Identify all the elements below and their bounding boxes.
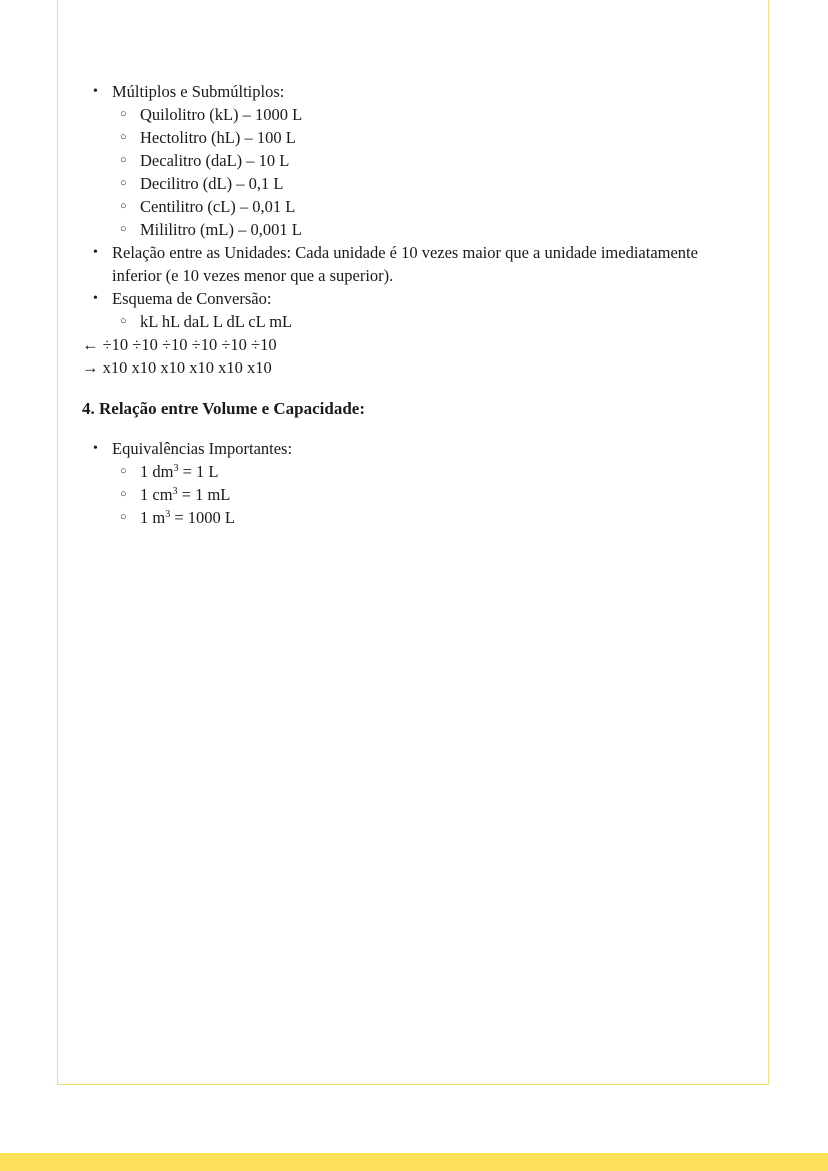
circle-bullet-icon: ○ [120,315,127,327]
equivalence-value: = 1 mL [177,485,231,504]
multiply-arrow-line: → x10 x10 x10 x10 x10 x10 [82,358,272,377]
list-item-label: Esquema de Conversão: [112,289,272,308]
exponent: 3 [173,463,179,474]
bullet-icon: • [93,84,98,99]
circle-bullet-icon: ○ [120,154,127,166]
sublist-item [112,218,742,241]
bullet-icon: • [93,291,98,306]
sublist-item [112,149,742,172]
exponent: 3 [165,509,171,520]
list-item-equivalences [82,437,742,529]
circle-bullet-icon: ○ [120,223,127,235]
equivalence-text: 1 cm [140,485,173,504]
list-item-relation [82,241,742,287]
sublist-item [112,172,742,195]
equivalence-value: = 1 L [178,462,219,481]
circle-bullet-icon: ○ [120,465,127,477]
sublist-item-text: Quilolitro (kL) – 1000 L [140,105,303,124]
sublist-item-text: Decalitro (daL) – 10 L [140,151,290,170]
circle-bullet-icon: ○ [120,177,127,189]
equivalences-sublist [112,460,742,529]
conversion-sublist [112,310,742,333]
sublist-item-text: Mililitro (mL) – 0,001 L [140,220,302,239]
list-item-multiples [82,80,742,241]
list-item-label: Relação entre as Unidades: Cada unidade é 10 vezes maior que a unidade imediatamente inferior (e 10 vezes menor que a superior). [112,243,698,285]
sublist-item-text: Hectolitro (hL) – 100 L [140,128,296,147]
circle-bullet-icon: ○ [120,511,127,523]
multiples-sublist [112,103,742,241]
section-heading: 4. Relação entre Volume e Capacidade: [82,399,365,418]
circle-bullet-icon: ○ [120,108,127,120]
equivalence-value: = 1000 L [170,508,235,527]
equivalence-text: 1 dm [140,462,174,481]
equivalences-list [82,437,742,529]
sublist-item [112,506,742,529]
units-list [82,80,742,333]
bullet-icon: • [93,245,98,260]
list-item-conversion-scheme [82,287,742,333]
divide-arrow-line: ← ÷10 ÷10 ÷10 ÷10 ÷10 ÷10 [82,335,277,354]
sublist-item [112,195,742,218]
bullet-icon: • [93,441,98,456]
sublist-item [112,460,742,483]
sublist-item-text: Decilitro (dL) – 0,1 L [140,174,284,193]
sublist-item [112,483,742,506]
list-item-label: Equivalências Importantes: [112,439,293,458]
sublist-item-text: Centilitro (cL) – 0,01 L [140,197,296,216]
exponent: 3 [172,486,178,497]
sublist-item [112,103,742,126]
units-sequence-text: kL hL daL L dL cL mL [140,312,293,331]
list-item-label: Múltiplos e Submúltiplos: [112,82,285,101]
circle-bullet-icon: ○ [120,488,127,500]
sublist-item [112,310,742,333]
bottom-yellow-bar [0,1153,828,1171]
circle-bullet-icon: ○ [120,200,127,212]
document-content [82,80,742,529]
circle-bullet-icon: ○ [120,131,127,143]
sublist-item [112,126,742,149]
equivalence-text: 1 m [140,508,166,527]
